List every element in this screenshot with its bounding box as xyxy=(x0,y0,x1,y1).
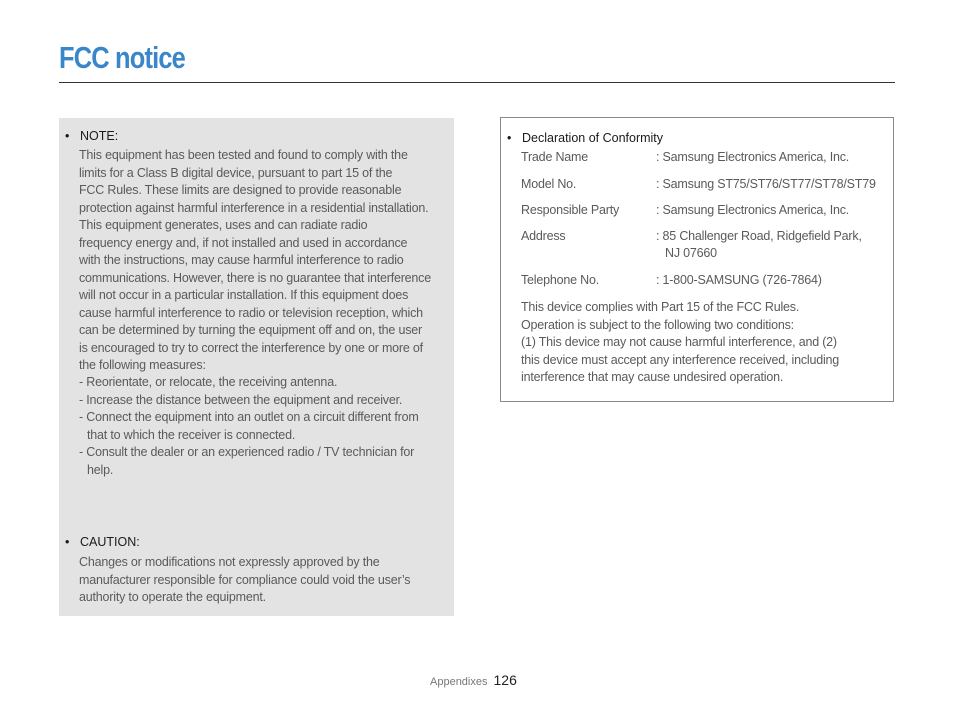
caution-body xyxy=(79,554,410,607)
note-line: will not occur in a particular installation. If this equipment does xyxy=(79,288,409,302)
declaration-heading-text: Declaration of Conformity xyxy=(522,131,664,145)
page-title: FCC notice xyxy=(59,40,185,75)
note-heading-text: NOTE: xyxy=(80,129,119,143)
note-panel xyxy=(59,118,454,616)
caution-heading-text: CAUTION: xyxy=(80,535,140,549)
note-heading xyxy=(65,127,118,145)
note-line: with the instructions, may cause harmful interference to radio xyxy=(79,253,404,267)
note-line: protection against harmful interference in a residential installation. xyxy=(79,200,429,215)
caution-line: authority to operate the equipment. xyxy=(79,590,266,604)
compliance-line: interference that may cause undesired operation. xyxy=(521,370,784,384)
compliance-statement xyxy=(521,299,839,387)
note-line: This equipment generates, uses and can radiate radio xyxy=(79,218,368,232)
address-value-continued: NJ 07660 xyxy=(665,246,717,260)
footer-section-name: Appendixes xyxy=(430,676,488,688)
measure-item: - Reorientate, or relocate, the receiving antenna. xyxy=(79,375,338,389)
responsible-party-label: Responsible Party xyxy=(521,203,620,217)
note-line: can be determined by turning the equipment off and on, the user xyxy=(79,323,422,337)
note-body xyxy=(79,147,431,375)
page-footer xyxy=(430,672,517,690)
bullet-icon: • xyxy=(65,129,70,143)
note-line: frequency energy and, if not installed and used in accordance xyxy=(79,235,408,250)
measure-item: - Increase the distance between the equipment and receiver. xyxy=(79,392,403,407)
note-line: communications. However, there is no guarantee that interference xyxy=(79,270,431,285)
measure-item-continued: that to which the receiver is connected. xyxy=(87,427,296,442)
note-line: FCC Rules. These limits are designed to provide reasonable xyxy=(79,183,402,197)
measures-list xyxy=(79,374,419,479)
trade-name-value: : Samsung Electronics America, Inc. xyxy=(656,150,850,164)
page-number: 126 xyxy=(493,672,517,688)
note-line: This equipment has been tested and found to comply with the xyxy=(79,148,408,162)
address-label: Address xyxy=(521,229,566,243)
title-divider xyxy=(59,82,895,83)
telephone-row xyxy=(521,272,822,289)
trade-name-label: Trade Name xyxy=(521,150,589,164)
note-line: is encouraged to try to correct the interference by one or more of xyxy=(79,340,423,355)
compliance-line: (1) This device may not cause harmful interference, and (2) xyxy=(521,335,837,349)
declaration-heading xyxy=(507,129,663,147)
compliance-line: Operation is subject to the following two conditions: xyxy=(521,317,794,332)
measure-item: - Connect the equipment into an outlet on a circuit different from xyxy=(79,410,419,424)
measure-item: - Consult the dealer or an experienced radio / TV technician for xyxy=(79,445,415,459)
address-row xyxy=(521,228,862,262)
compliance-line: this device must accept any interference received, including xyxy=(521,352,840,367)
bullet-icon: • xyxy=(65,535,70,549)
telephone-value: : 1-800-SAMSUNG (726-7864) xyxy=(656,273,822,287)
model-no-label: Model No. xyxy=(521,177,577,191)
trade-name-row xyxy=(521,149,849,166)
compliance-line: This device complies with Part 15 of the FCC Rules. xyxy=(521,300,800,314)
note-line: the following measures: xyxy=(79,358,206,372)
caution-heading xyxy=(65,533,140,551)
responsible-party-value: : Samsung Electronics America, Inc. xyxy=(656,203,850,217)
model-no-value: : Samsung ST75/ST76/ST77/ST78/ST79 xyxy=(656,177,876,191)
declaration-panel xyxy=(500,117,894,402)
address-value: : 85 Challenger Road, Ridgefield Park, xyxy=(656,229,862,243)
telephone-label: Telephone No. xyxy=(521,273,600,287)
caution-line: manufacturer responsible for compliance could void the user’s xyxy=(79,572,411,587)
bullet-icon: • xyxy=(507,131,512,145)
measure-item-continued: help. xyxy=(87,462,114,477)
note-line: limits for a Class B digital device, pursuant to part 15 of the xyxy=(79,165,393,180)
caution-line: Changes or modifications not expressly approved by the xyxy=(79,555,380,569)
note-line: cause harmful interference to radio or television reception, which xyxy=(79,305,423,320)
model-no-row xyxy=(521,176,876,193)
responsible-party-row xyxy=(521,202,849,219)
